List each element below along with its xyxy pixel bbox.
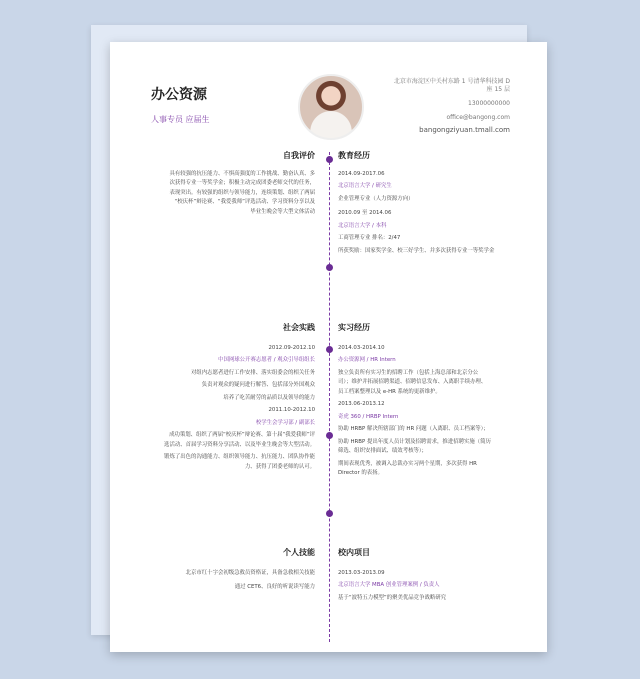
internship-heading: 实习经历 [338, 323, 370, 332]
timeline-line [329, 152, 330, 642]
self-eval-text: 具有较强的抗压能力、不惧高强度的工作挑战、勤奋认真、多 次获得专业一等奖学金；积极主动完成团委老师交代的任务， 表现突出。有较强的组织与领导能力，连续策划、组织了两届 “校庆杯”辩论赛、“我爱我师”评选活动、学习资料分享以及 毕业生晚会等大型文体活动 [169, 171, 315, 215]
campus-heading: 校内项目 [338, 548, 370, 557]
phone: 13000000000 [468, 100, 510, 107]
education-list: 2014.09-2017.06 北京语言大学 / 研究生 企业管理专业（人力资源方向） 2010.09 至 2014.06 北京语言大学 / 本科 工商管理专业 排名：2/47 所获奖励：国家奖学金、校三好学生、并多次获得专业一等奖学金 [338, 171, 495, 254]
education-heading: 教育经历 [338, 151, 370, 160]
timeline-dot [326, 432, 333, 439]
email: office@bangong.com [446, 114, 510, 121]
job-title: 人事专员 应届生 [151, 115, 210, 124]
self-eval-heading: 自我评价 [283, 151, 315, 160]
social-list: 2012.09-2012.10 中国网球公开赛志愿者 / 观众引导组组长 对组内志愿者进行工作安排、落实组委会的相关任务 负责对观众的疑问进行解答、包括部分外国观众 培养了吃苦耐劳的品质以及领导的能力 2011.10-2012.10 校学生会学习部 / 副部长 成功策划、组织了两届“校庆杯”辩论赛、第十届“我爱我师”评 选活动、首届学习资料分享活动、以及毕业生晚会等大型活动。 锻炼了出色的沟通能力、组织领导能力、抗压能力、团队协作能 力、获得了团委老师的认可。 [164, 345, 315, 470]
skills-list: 北京市红十字会初级急救员资格证，具备急救相关技能 通过 CET6、良好的听说读写能力 [185, 570, 315, 591]
timeline-dot [326, 346, 333, 353]
timeline-dot [326, 156, 333, 163]
timeline-dot [326, 510, 333, 517]
timeline-dot [326, 264, 333, 271]
resume-page [110, 42, 547, 652]
social-heading: 社会实践 [283, 323, 315, 332]
resume-name: 办公资源 [151, 87, 207, 103]
avatar-photo [298, 74, 364, 140]
skills-heading: 个人技能 [283, 548, 315, 557]
internship-list: 2014.03-2014.10 办公资源网 / HR Intern 独立负责所有实习生的招聘工作（包括上海总部和北京分公 司）；维护并拓展招聘渠道、招聘信息发布、入离职手续办理、 员工档案整理以及 e-HR 系统的更新维护。 2013.06-2013.12 奇虎 360 / HRBP Intern 协助 HRBP 解决所辖部门的 HR 问题（入离职、员工档案等）； 协助 HRBP 提出年度人员计划及招聘需求，推进招聘实施（简历 筛选、组织安排面试、绩效考核等）； 期间表现优秀，被调入总裁办实习两个星期，多次获得 HR Director 的表扬。 [338, 345, 491, 476]
website: bangongziyuan.tmall.com [419, 126, 510, 134]
campus-list: 2013.03-2013.09 北京语言大学 MBA 创业管理案例 / 负责人 基于“波特五力模型”的聚美优品竞争战略研究 [338, 570, 447, 601]
address: 北京市海淀区中关村东路 1 号清华科技园 D 座 15 层 [393, 78, 510, 94]
